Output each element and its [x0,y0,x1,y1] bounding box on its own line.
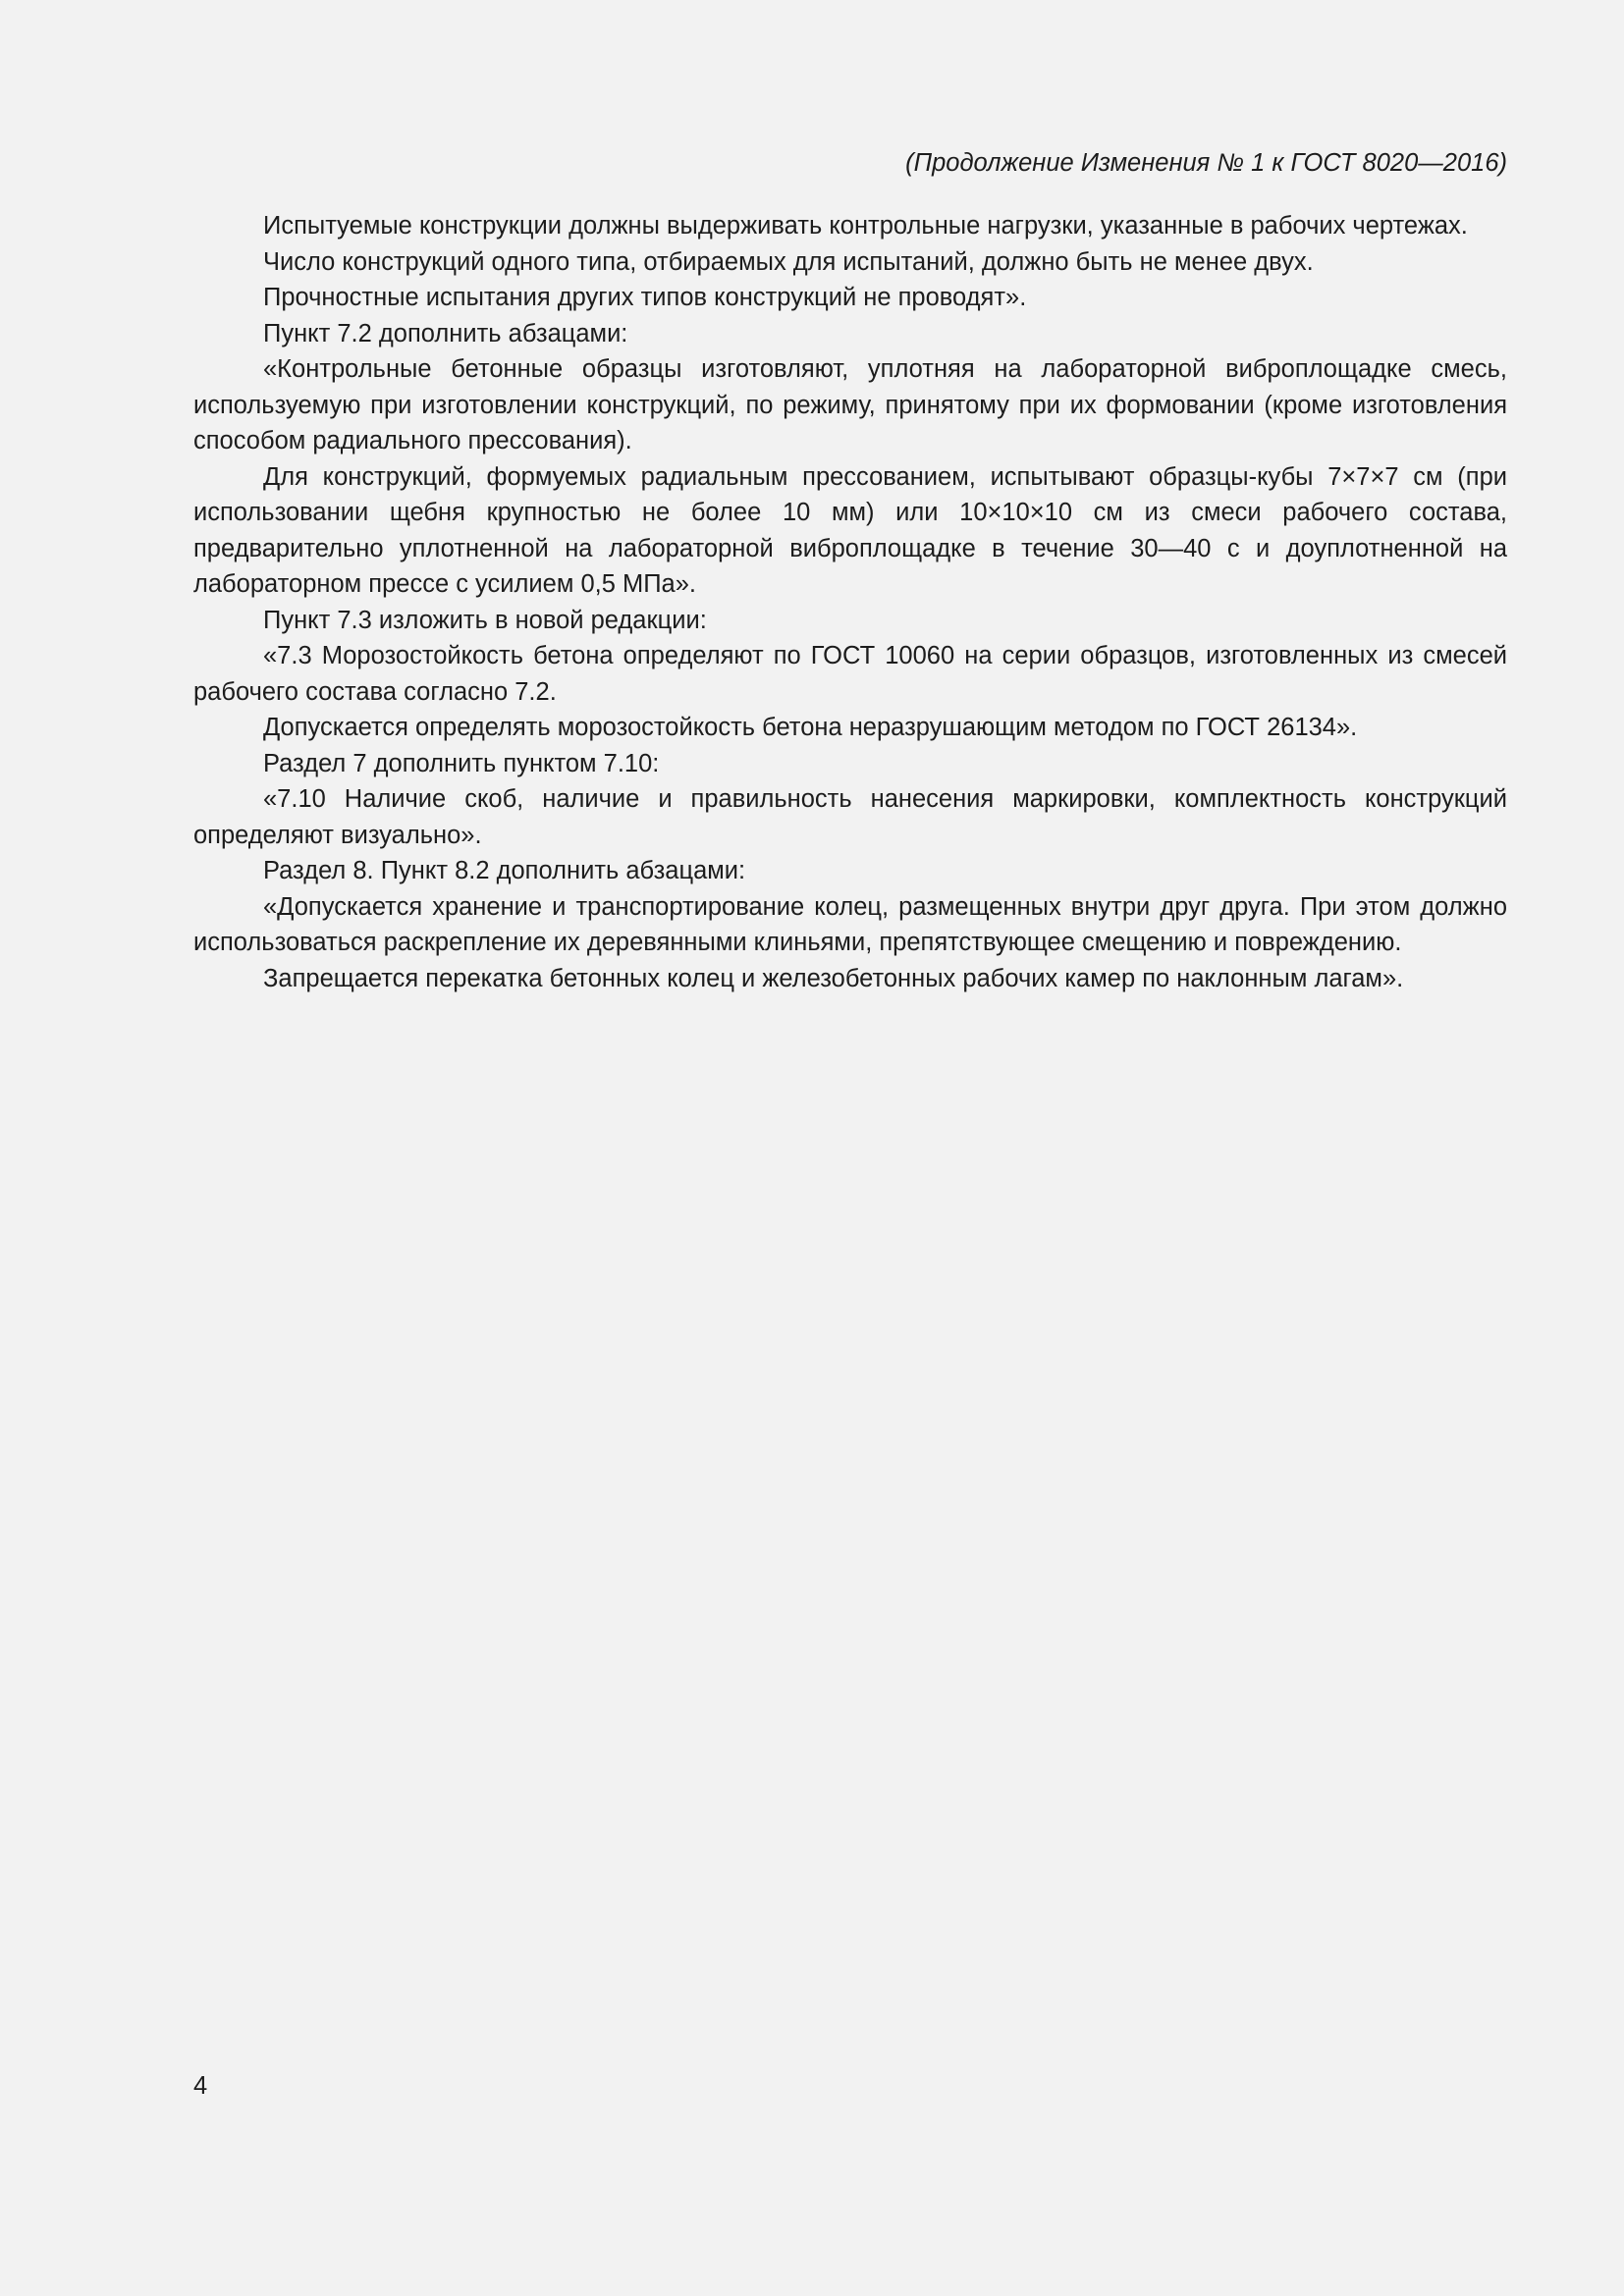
paragraph-14: Запрещается перекатка бетонных колец и железобетонных рабочих камер по наклонным лагам». [263,964,1404,992]
paragraph-10: Раздел 7 дополнить пунктом 7.10: [263,749,660,777]
paragraph-9: Допускается определять морозостойкость бетона неразрушающим методом по ГОСТ 26134». [263,714,1358,741]
paragraph-13: «Допускается хранение и транспортирование колец, размещенных внутри друг друга. При этом должно использоваться раскрепление их деревянными клиньями, препятствующее смещению и повреждению. [193,892,1507,956]
paragraph-1: Испытуемые конструкции должны выдерживать контрольные нагрузки, указанные в рабочих чертежах. [263,212,1468,240]
paragraph-7: Пункт 7.3 изложить в новой редакции: [263,606,707,634]
paragraph-5: «Контрольные бетонные образцы изготовляют, уплотняя на лабораторной виброплощадке смесь, используемую при изготовлении конструкций, по режиму, принятому при их формовании (кроме изготовления способом радиального прессования). [193,355,1507,454]
paragraph-12: Раздел 8. Пункт 8.2 дополнить абзацами: [263,857,746,884]
paragraph-3: Прочностные испытания других типов конструкций не проводят». [263,284,1027,311]
running-header: (Продолжение Изменения № 1 к ГОСТ 8020—2016) [905,149,1507,177]
paragraph-6: Для конструкций, формуемых радиальным прессованием, испытывают образцы-кубы 7×7×7 см (при использовании щебня крупностью не более 10 мм) или 10×10×10 см из смеси рабочего состава, предварительно уплотненной на лабораторной виброплощадке в течение 30—40 с и доуплотненной на лабораторном прессе с усилием 0,5 МПа». [193,462,1507,598]
document-body [193,208,1507,996]
paragraph-4: Пункт 7.2 дополнить абзацами: [263,319,628,347]
page-number: 4 [193,2072,208,2100]
paragraph-8: «7.3 Морозостойкость бетона определяют по ГОСТ 10060 на серии образцов, изготовленных из смесей рабочего состава согласно 7.2. [193,642,1507,706]
paragraph-11: «7.10 Наличие скоб, наличие и правильность нанесения маркировки, комплектность конструкций определяют визуально». [193,785,1507,849]
paragraph-2: Число конструкций одного типа, отбираемых для испытаний, должно быть не менее двух. [263,247,1314,276]
